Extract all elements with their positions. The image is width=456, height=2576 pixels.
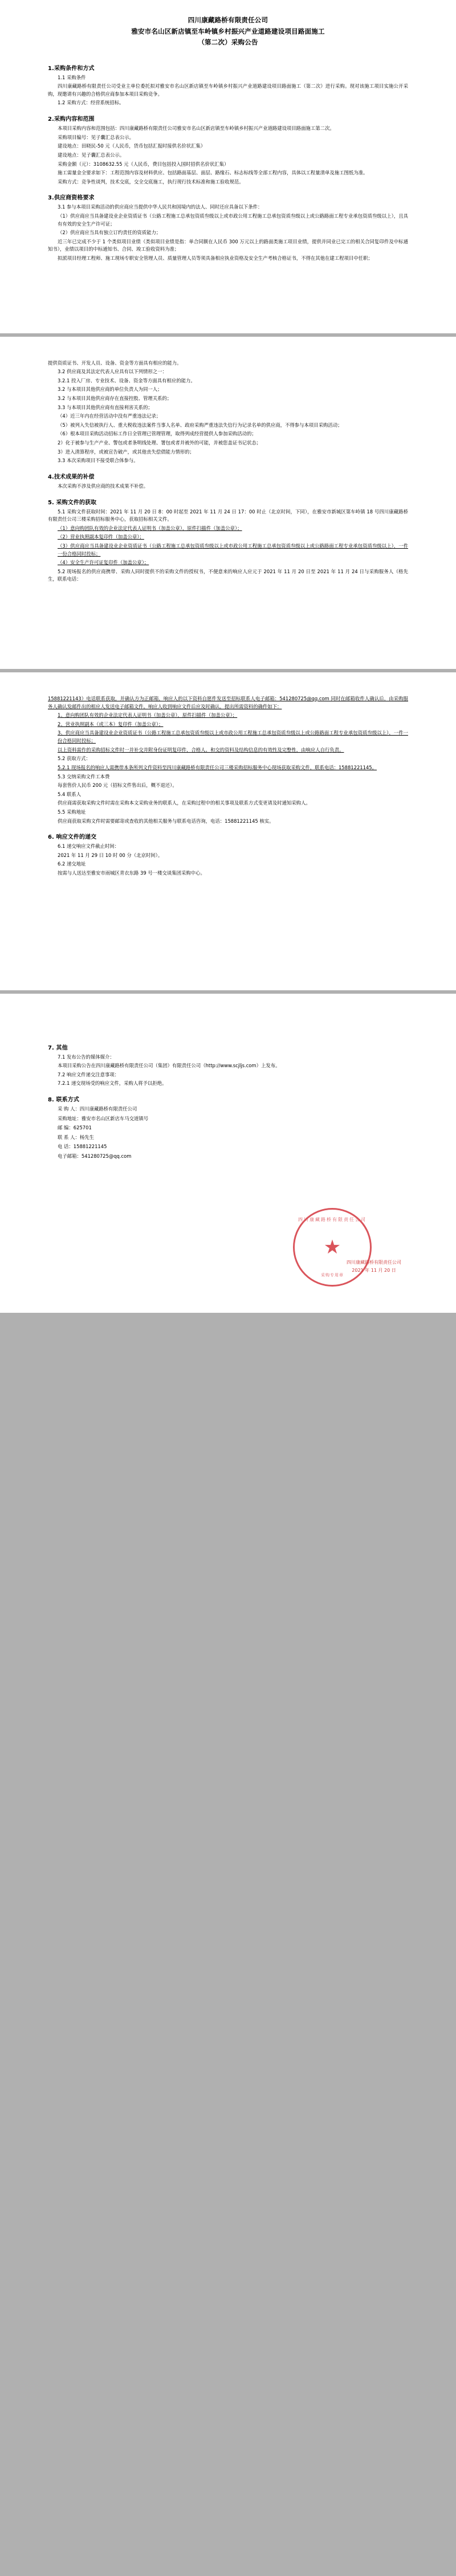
title-line-1: 四川康藏路桥有限责任公司 (188, 16, 268, 24)
contact-value: 杨先生 (79, 1134, 94, 1140)
paragraph: （4）近三年内在经营活动中没有严重违法记录； (58, 413, 161, 419)
title-line-3: （第二次）采购公告 (198, 38, 258, 47)
paragraph: （2）营业执照副本复印件（加盖公章）； (58, 534, 144, 540)
paragraph: （3）供应商应当具备建设业企业资质证书（公路工程施工总承包资质叁级以上或市政公用工程施工总承包资质叁级以上或公路路面工程专业承包资质叁级以上），一件一份合格同时投标； (58, 542, 408, 557)
contact-label: 联 系 人： (58, 1134, 80, 1140)
document-page-1 (0, 0, 456, 333)
paragraph: （5）被列入失信被执行人、重大税收违法案件当事人名单、政府采购严重违法失信行为记录名单的供应商，不得参与本项目采购活动； (58, 422, 343, 428)
paragraph: 2）化于被参与生产产业、警包或者条明线处理、署包或者并被外的可能，并被您盖证书记状态； (58, 440, 262, 446)
paragraph: 建设地点：见子囊汇总表公示。 (58, 152, 125, 158)
contact-label: 电子邮箱： (58, 1153, 82, 1160)
paragraph: 本次采购不涉及供应商的技术成果不补偿。 (58, 483, 149, 489)
paragraph: 建设地点：田晓民-50 元（人民币，货币包括汇报时接供名价状汇集） (58, 143, 206, 149)
seal-bottom-text: 采购专用章 (321, 1272, 344, 1277)
seal-top-text: 四川康藏路桥有限责任公司 (298, 1216, 367, 1222)
document-page-4 (0, 994, 456, 1313)
paragraph: 采购方式：竞争性谈判，技术交底，交全交底施工，执行现行技术标准和施工验收规范。 (58, 178, 244, 185)
paragraph: 3、供应商应当具备建设业企业资质证书（公路工程施工总承包资质叁级以上或市政公用工程施工总承包资质叁级以上或公路路面工程专业承包资质叁级以上），一件一份合格同时投标； (58, 730, 408, 744)
paragraph: 1、意向购团队有效的企业法定代表人证明书（加盖公章），原件扫描件（加盖公章）； (58, 712, 238, 718)
contact-label: 采购地址： (58, 1115, 82, 1121)
contact-line (48, 1124, 408, 1132)
paragraph: 3.3 与本项目其他供应商有直接利害关系的； (58, 404, 153, 410)
paragraph: 5.4 联系人 (58, 791, 82, 797)
section-heading-4: 4.技术成果的补偿 (48, 473, 95, 480)
paragraph: 3.2 与本项目其他供应商存在直接控股、管理关系的； (58, 395, 172, 402)
contact-line (48, 1153, 408, 1161)
paragraph: 施工需量金全要求如下：工程范围内容及材料供应、包括路面基层、面层、路缘石、标志标线等全部工程内容，具体以工程量清单及施工图纸为准。 (58, 170, 368, 176)
paragraph: 6.1 递交响应文件截止时间： (58, 843, 120, 850)
paragraph: 2、营业执照副本（或三本）复印件（加盖公章）； (58, 721, 164, 727)
contact-line (48, 1134, 408, 1142)
paragraph: （1）意向购团队有效的企业法定代表人证明书（加盖公章），原件扫描件（加盖公章）； (58, 525, 242, 531)
section-heading-7: 7. 其他 (48, 1044, 68, 1051)
paragraph: 本项目采购公告在四川康藏路桥有限责任公司（集团）有限责任公司（http://www.scjljs.com）上发布。 (58, 1063, 280, 1069)
section-heading-6: 6. 响应文件的递交 (48, 834, 97, 841)
seal-star-icon: ★ (323, 1235, 341, 1259)
paragraph: 每套售价人民币 200 元（招标文件售出后，概不退还）。 (58, 782, 177, 789)
paragraph: 5.3 交纳采购文件工本费 (58, 773, 110, 779)
signature-date: 2021 年 11 月 20 日 (352, 1268, 396, 1273)
paragraph: 15881221143）电话联系获取，并确认方为正邮箱，响应人的以下资料自愿件发送至招标联系人电子邮箱：541280725@qq.com 同时在邮箱收件人确认后，由采购服务人确认发邮件出的相应人发送电子邮箱文件。响应人收到响应文件后应及时确认，提出所需资料的确件如下： (48, 696, 408, 709)
signature-block (347, 1259, 401, 1275)
contact-line (48, 1143, 408, 1151)
paragraph: 3.2 与本项目其他供应商的单位负责人为同一人； (58, 386, 162, 393)
document-page-2 (0, 337, 456, 669)
title-line-2: 雅安市名山区新店镇至车岭镇乡村振兴产业道路建设项目路面施工 (131, 27, 325, 35)
paragraph: 7.2 响应文件递交注意事项： (58, 1071, 120, 1077)
paragraph: 5.1 采购文件获取时间：2021 年 11 月 20 日 8：00 时起至 2021 年 11 月 24 日 17：00 时止（北京时间，下同），在雅安市新城区第车岭镇 18 号四川康藏路桥有限责任公司三楼采购招标服务中心，获取招标相关文件。 (48, 508, 408, 522)
paragraph: 3.2.1 投入厂房、专业技术、设备、资金等方面具有相应的能力。 (58, 377, 196, 383)
contact-block (48, 1105, 408, 1161)
section-heading-3: 3.供应商资格要求 (48, 195, 95, 202)
signature-company: 四川康藏路桥有限责任公司 (347, 1259, 401, 1265)
document-page-3 (0, 672, 456, 990)
paragraph: 2021 年 11 月 29 日 10 时 00 分（北京时间）。 (58, 852, 163, 858)
section-heading-8: 8. 联系方式 (48, 1097, 79, 1104)
paragraph: （6）根本项目采购活动招标工作日全管理已管理管理，取得列成经营提供人参加采购活动的； (58, 431, 256, 437)
contact-value: 15881221145 (73, 1144, 107, 1150)
paragraph: 3.2 供应商及其法定代表人应具有以下列情形之一： (58, 369, 167, 375)
paragraph: 3.1 参与本项目采购活动的供应商应当提供中华人民共和国境内的法人、同时还应具备以下条件： (58, 204, 263, 210)
page-title (48, 15, 408, 48)
paragraph: 供应商需获取采购文件时需在采购本文采购业务的联系人，在采购过程中的相关事项及联系方式变更请及时通知采购人。 (58, 800, 311, 806)
paragraph: 3）进入清算程序，或被宣告破产，或其他丧失偿债能力情形的； (58, 448, 194, 455)
contact-label: 电 话： (58, 1144, 74, 1150)
paragraph: （2）供应商应当具有独立订约责任的资质能力； (58, 230, 161, 236)
paragraph: 以上资料需作的采购招标文件时一并补交并附身份证明复印件，合格人、和交的资料及结构信息的有效性及完整性，由响应人自行负责。 (58, 746, 344, 753)
paragraph: 四川康藏路桥有限责任公司受业主单位委托拟对雅安市名山区新店镇至车岭镇乡村振兴产业道路建设项目路面施工（第二次）进行采购。现对该施工项目实施公开采购，现邀请有兴趣的合格供应商参加本项目采购竞争。 (48, 83, 408, 97)
paragraph: 5.2 现场报名的供应商携带、采购人同时提供不的采购文件的授权书，不便意来的响应人应元于 2021 年 11 月 20 日至 2021 年 11 月 24 日与采购服务人（格先生，联系电话： (48, 568, 408, 582)
contact-value: 四川康藏路桥有限责任公司 (79, 1106, 137, 1112)
paragraph: 按需与人送达至雅安市雨城区青衣东路 39 号一楼交谈集团采购中心。 (58, 869, 205, 876)
paragraph: 1.2 采购方式：经营系统招标。 (58, 100, 124, 106)
contact-value: 625701 (73, 1125, 92, 1131)
paragraph: 本项目采购内容和范围包括：四川康藏路桥有限责任公司雅安市名山区新店镇至车岭镇乡村振兴产业道路建设项目路面施工第二次。 (58, 125, 335, 132)
section-heading-5: 5. 采购文件的获取 (48, 499, 97, 506)
contact-label: 采 购 人： (58, 1106, 80, 1112)
paragraph: 采购金额（元）：3108632.55 元（人民币，费目包括投入国时招供名价状汇集） (58, 161, 229, 167)
paragraph: 6.2 递交地址 (58, 861, 86, 867)
contact-line (48, 1115, 408, 1123)
paragraph: 提供资质证书、开发人员、设备、资金等方面具有相应的能力。 (48, 360, 182, 366)
contact-label: 邮 编： (58, 1125, 74, 1131)
contact-value: 541280725@qq.com (81, 1153, 132, 1160)
contact-line (48, 1105, 408, 1113)
paragraph: 7.1 发布公告的媒体媒介： (58, 1054, 115, 1060)
paragraph: 3.3 本次采购项目不接受联合体参与。 (58, 458, 139, 464)
paragraph: 7.2.1 递交现场受的响应文件，采购人将予以拒绝。 (58, 1080, 167, 1087)
paragraph: 采购项目编号：见子囊汇总表公示。 (58, 134, 134, 140)
section-heading-2: 2.采购内容和范围 (48, 116, 95, 123)
paragraph: 5.2 获取方式： (58, 756, 91, 762)
paragraph: 5.2.1 现场报名的响应人需携带本条所列文件资料至四川康藏路桥有限责任公司三楼采购招标服务中心现场获取采购文件，联系电话：15881221145。 (58, 764, 377, 770)
paragraph: 近三年已完成不少于 1 个类似项目业绩（类似项目业绩是指：单合同额在人民币 300 万元以上的路面类施工项目业绩，提供并同业已完工的相关合同复印件及中标通知书），业绩以项目的中标通知书、合同、竣工验收资料为准； (48, 238, 408, 252)
paragraph: 5.5 采购地址 (58, 809, 86, 815)
paragraph: 1.1 采购条件 (58, 74, 86, 80)
paragraph: 拟派项目经理工程师、施工现场专职安全管理人员、质量管理人员等须具备相应执业资格及安全生产考核合格证书，不得在其他在建工程项目中任职； (58, 255, 373, 261)
paragraph: 供应商获取采购文件时需要邮寄或查收的其他相关服务与联系电话咨询，电话：15881221145 核实。 (58, 818, 274, 824)
paragraph: （4）安全生产许可证复印件（加盖公章）； (58, 560, 149, 566)
paragraph: （1）供应商应当具备建设业企业资质证书（公路工程施工总承包资质叁级以上或市政公用工程施工总承包资质叁级以上或公路路面工程专业承包资质叁级以上），且具有有效的安全生产许可证； (58, 213, 408, 227)
contact-value: 雅安市名山区新店车马交道镇号 (81, 1115, 149, 1121)
section-heading-1: 1.采购条件和方式 (48, 65, 95, 72)
